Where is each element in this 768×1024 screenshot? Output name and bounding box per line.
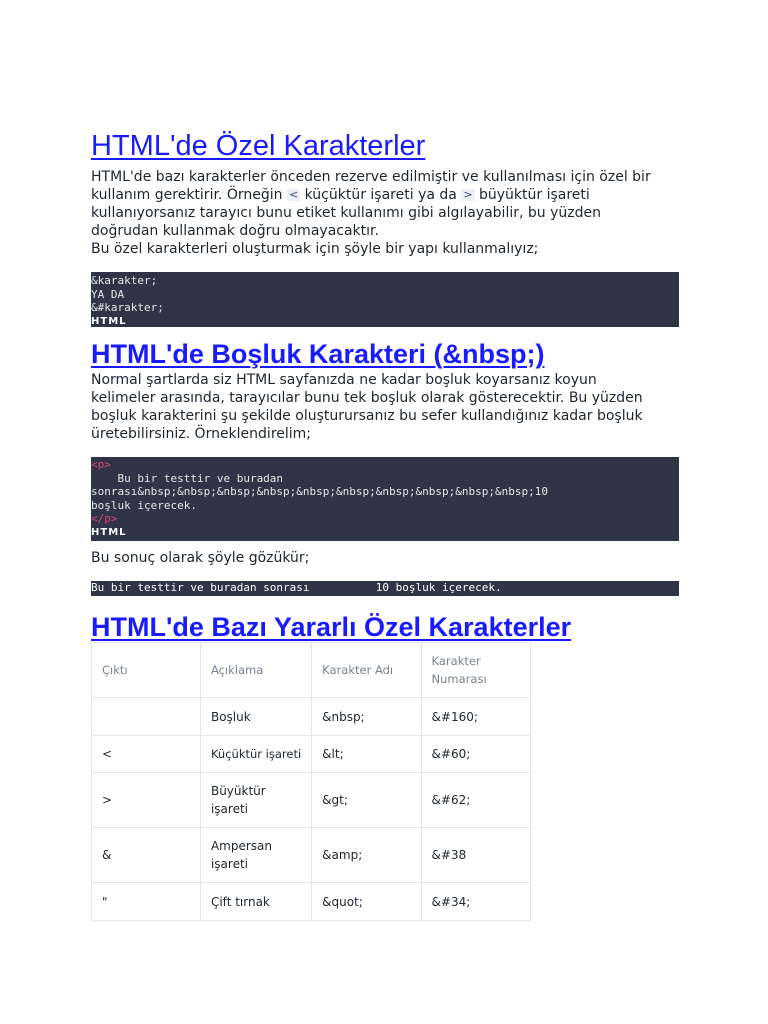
- table-row: [92, 773, 531, 828]
- result-intro: Bu sonuç olarak şöyle gözükür;: [91, 550, 310, 566]
- section-title-special-characters[interactable]: HTML'de Özel Karakterler: [91, 130, 426, 162]
- column-header-output: Çıktı: [92, 643, 201, 698]
- intro-text-b: küçüktür işareti ya da: [300, 187, 462, 203]
- intro-text-c: büyüktür işareti kullanıyorsanız tarayıcı bunu etiket kullanımı gibi algılayabilir, bu yüzden doğrudan kullanmak doğru olmayacaktır.: [91, 187, 601, 239]
- cell-output: ": [92, 883, 201, 921]
- code-line: &karakter;: [91, 274, 158, 287]
- code-language-label: HTML: [91, 315, 127, 327]
- table-header-row: [92, 643, 531, 698]
- cell-name: &amp;: [312, 828, 421, 883]
- code-open-tag: [91, 458, 679, 472]
- cell-number: &#38: [421, 828, 530, 883]
- intro-paragraph: [91, 168, 651, 240]
- result-output-block: Bu bir testtir ve buradan sonrası 10 boşluk içerecek.: [91, 581, 679, 596]
- cell-output: >: [92, 773, 201, 828]
- cell-name: &nbsp;: [312, 698, 421, 736]
- column-header-name: Karakter Adı: [312, 643, 421, 698]
- code-language-label: HTML: [91, 526, 127, 538]
- section-title-nbsp[interactable]: HTML'de Boşluk Karakteri (&nbsp;): [91, 339, 545, 369]
- intro-text-a: HTML'de bazı karakterler önceden rezerve edilmiştir ve kullanılması için özel bir kullanım gerektirir. Örneğin: [91, 169, 651, 203]
- cell-number: &#62;: [421, 773, 530, 828]
- column-header-description: Açıklama: [200, 643, 311, 698]
- cell-description: Çift tırnak: [200, 883, 311, 921]
- cell-name: &gt;: [312, 773, 421, 828]
- nbsp-paragraph: Normal şartlarda siz HTML sayfanızda ne kadar boşluk koyarsanız koyun kelimeler arasında, tarayıcılar bunu tek boşluk olarak gösterecektir. Bu yüzden boşluk karakterini şu şekilde oluşturursanız bu sefer kullandığınız kadar boşluk üretebilirsiniz. Örneklendirelim;: [91, 372, 643, 442]
- less-than-inline-code: <: [288, 188, 299, 201]
- table-row: [92, 883, 531, 921]
- code-line: YA DA: [91, 287, 125, 301]
- syntax-code-block: [91, 272, 679, 327]
- code-line: &#karakter;: [91, 301, 164, 315]
- cell-name: &quot;: [312, 883, 421, 921]
- code-close-tag: [91, 512, 679, 526]
- special-characters-table: [91, 642, 531, 921]
- cell-name: &lt;: [312, 736, 421, 773]
- cell-description: Ampersan işareti: [200, 828, 311, 883]
- table-row: [92, 828, 531, 883]
- cell-number: &#34;: [421, 883, 530, 921]
- nbsp-code-block: [91, 457, 679, 541]
- code-line: Bu bir testtir ve buradan: [91, 471, 284, 485]
- cell-description: Küçüktür işareti: [200, 736, 311, 773]
- cell-output: <: [92, 736, 201, 773]
- table-row: [92, 736, 531, 773]
- cell-number: &#160;: [421, 698, 530, 736]
- syntax-intro-paragraph: Bu özel karakterleri oluşturmak için şöyle bir yapı kullanmalıyız;: [91, 241, 539, 257]
- p-open-tag: <p>: [91, 458, 111, 471]
- column-header-number: Karakter Numarası: [421, 643, 530, 698]
- cell-number: &#60;: [421, 736, 530, 773]
- cell-output: &: [92, 828, 201, 883]
- cell-output: [92, 698, 201, 736]
- greater-than-inline-code: >: [463, 188, 473, 201]
- p-close-tag: </p>: [91, 512, 118, 526]
- cell-description: Boşluk: [200, 698, 311, 736]
- cell-description: Büyüktür işareti: [200, 773, 311, 828]
- code-line: boşluk içerecek.: [91, 498, 197, 512]
- section-title-useful-characters[interactable]: HTML'de Bazı Yararlı Özel Karakterler: [91, 612, 572, 642]
- code-line: sonrası&nbsp;&nbsp;&nbsp;&nbsp;&nbsp;&nbsp;&nbsp;&nbsp;&nbsp;&nbsp;10: [91, 485, 548, 499]
- table-row: [92, 698, 531, 736]
